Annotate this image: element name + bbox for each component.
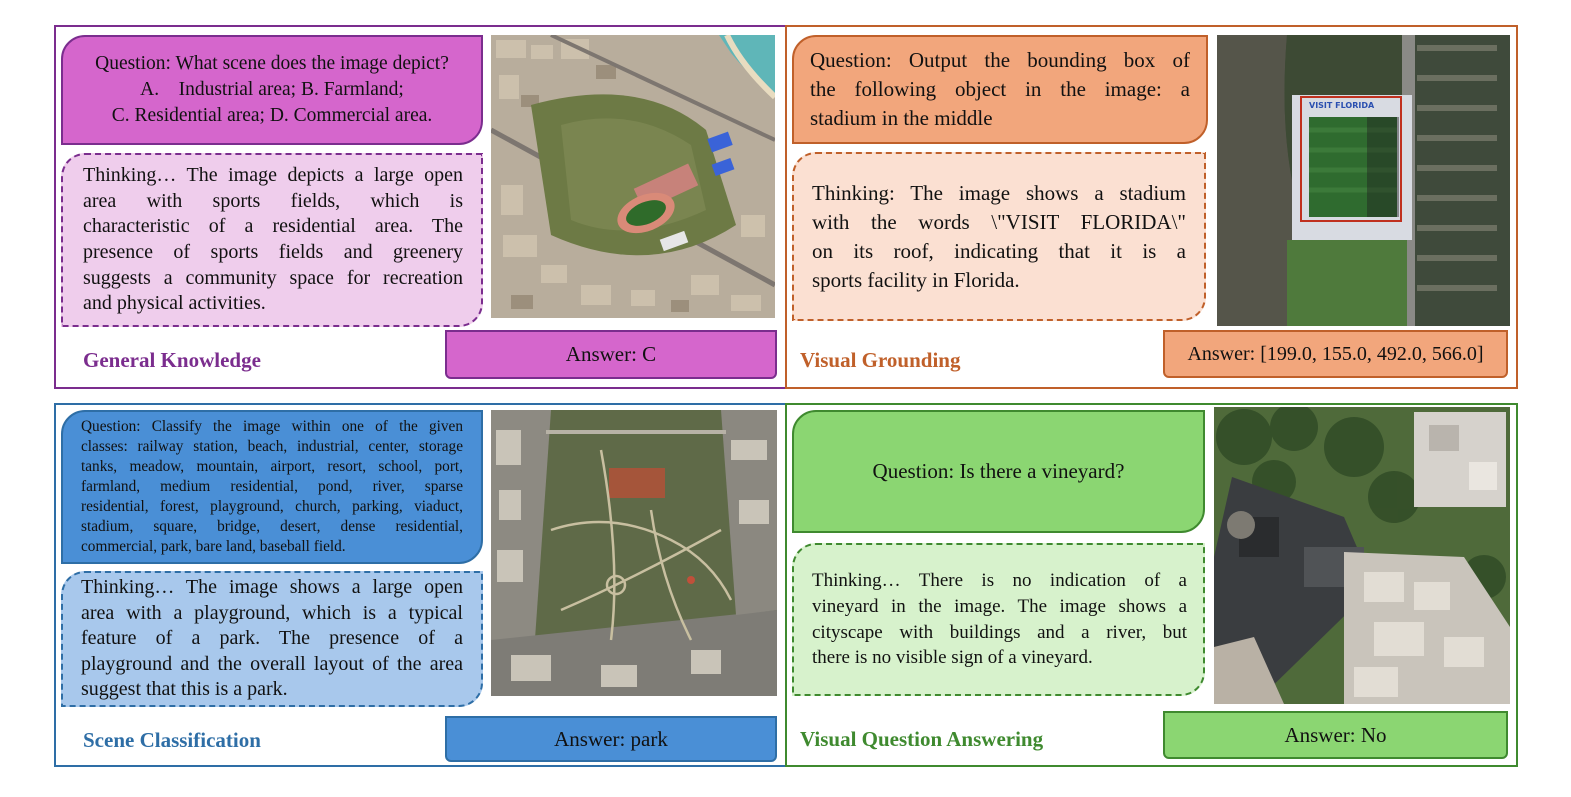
sc-title: Scene Classification [83,728,261,752]
sc-answer-box [445,716,777,762]
gk-thinking-line: Thinking… The image depicts a large open [83,164,463,187]
gk-thinking-box [61,153,483,327]
sc-question-line: classes: railway station, beach, industrial, center, storage [81,438,463,455]
gk-answer-box [445,330,777,379]
aerial-rooftops-image [1214,407,1510,704]
sc-thinking-line: Thinking… The image shows a large open [81,576,463,599]
sc-thinking-box [61,571,483,707]
sc-question-line: Question: Classify the image within one of the given [81,418,463,435]
vqa-answer-box [1163,711,1508,759]
sc-question-line: tanks, meadow, mountain, airport, resort, school, port, [81,458,463,475]
vg-question-box [792,35,1208,144]
aerial-park-image [491,410,777,696]
vqa-thinking-box [792,543,1205,696]
sc-thinking-line: feature of a park. The presence of a [81,627,463,650]
sc-question-line: farmland, medium residential, pond, river, sparse [81,478,463,495]
vg-answer-box [1163,330,1508,378]
vg-title: Visual Grounding [800,348,961,372]
sc-thinking-line: playground and the overall layout of the area [81,652,463,675]
vg-question-line: Question: Output the bounding box of [810,48,1190,72]
sc-question-line: residential, forest, playground, church, parking, viaduct, [81,498,463,515]
gk-question-box [61,35,483,145]
vg-answer: Answer: [199.0, 155.0, 492.0, 566.0] [1187,342,1484,365]
vqa-thinking-line: there is no visible sign of a vineyard. [812,647,1093,669]
gk-thinking-line: and physical activities. [83,292,266,315]
aerial-stadium-image [491,35,775,318]
vqa-question-box [792,410,1205,533]
gk-answer: Answer: C [565,342,657,366]
vg-thinking-line: with the words \"VISIT FLORIDA\" [812,209,1186,234]
sc-answer: Answer: park [554,726,668,751]
sc-thinking-line: area with a playground, which is a typical [81,601,463,624]
vg-question-line: stadium in the middle [810,106,993,130]
gk-question-line: A. Industrial area; B. Farmland; [140,79,404,100]
gk-question-line: Question: What scene does the image depict? [95,53,449,74]
vg-thinking-box [792,152,1206,321]
roof-text: VISIT FLORIDA [1309,101,1375,110]
gk-thinking-line: characteristic of a residential area. The [83,215,463,238]
gk-thinking-line: area with sports fields, which is [83,189,463,212]
vg-thinking-line: Thinking: The image shows a stadium [812,180,1186,205]
vg-thinking-line: sports facility in Florida. [812,267,1020,292]
sc-question-line: commercial, park, bare land, baseball field. [81,538,346,555]
vqa-thinking-line: vineyard in the image. The image shows a [812,595,1187,617]
vg-question-line: the following object in the image: a [810,77,1190,101]
sc-question-line: stadium, square, bridge, desert, dense residential, [81,518,463,535]
vqa-thinking-line: cityscape with buildings and a river, but [812,621,1187,643]
sc-thinking-line: suggest that this is a park. [81,678,288,701]
sc-question-box [61,410,483,564]
gk-thinking-line: presence of sports fields and greenery [83,241,463,263]
gk-question-line: C. Residential area; D. Commercial area. [111,105,433,126]
aerial-football-stadium-image [1217,35,1510,326]
vg-thinking-line: on its roof, indicating that it is a [812,238,1186,263]
vqa-answer: Answer: No [1284,722,1387,747]
gk-thinking-line: suggests a community space for recreation [83,266,463,289]
vqa-thinking-line: Thinking… There is no indication of a [812,570,1187,592]
vqa-title: Visual Question Answering [800,727,1044,751]
gk-title: General Knowledge [83,348,261,372]
vqa-question: Question: Is there a vineyard? [872,459,1125,483]
